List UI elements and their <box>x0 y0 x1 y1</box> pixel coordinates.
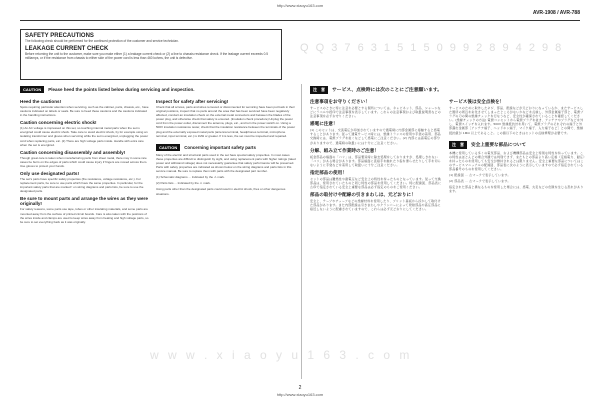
footer-url: http://www.xiaoyu163.com <box>276 392 324 397</box>
jp-section <box>310 121 442 144</box>
jp-caution2-badge: 注 意 <box>449 141 467 149</box>
jp-section <box>449 99 585 135</box>
en-section-title: Caution concerning disassembly and assembly! <box>20 149 126 155</box>
en-section-text: For safety reasons, some parts use tape, tubes or other insulating materials, and some parts are mounted away from the surface of printed circuit boards. Care is also taken with the positions of the wires inside and clamps are used to keep wires away from heating and high voltage parts, so be sure to set everything back as it was originally. <box>20 207 149 224</box>
jp-section-text: (1) このセットは、交流電圧が印加されていますので通電時に内部金属部に接触すると感電することがあります。従って通電サービス時には、絶縁トランスの使用や手袋の着用、部品交換時には、電源プラグを抜くなどして感電にご注意ください。(2) 内部には高電圧の部分がありますので、通電時の取扱いには十分にご注意ください。 <box>310 128 441 145</box>
jp-right-column <box>449 96 585 196</box>
jp-section <box>310 99 442 118</box>
safety-precautions-box <box>20 29 282 80</box>
en-caution-title: Please heed the points listed below during servicing and inspection. <box>48 87 195 92</box>
page-number: 2 <box>298 385 302 391</box>
jp-caution2-note: 指定された部品と異なるものを使用した場合には、感電、火災などの危険を生じる恐れがあります。 <box>449 185 584 194</box>
header-url: http://www.xiaoyu163.com <box>276 3 324 8</box>
leakage-title: LEAKAGE CURRENT CHECK <box>25 46 109 53</box>
jp-caution-badge: 注 意 <box>310 86 328 94</box>
header-rule <box>20 20 580 21</box>
jp-left-column <box>310 96 442 214</box>
column-divider <box>301 84 302 379</box>
model-number: AVR-1908 / AVR-788 <box>532 10 580 16</box>
jp-section-text: サービスのために取外したネジ、部品、配線などが元どおりになっているか、またサービスした箇所の周辺を劣化させてしまったところがないかなどを点検し、外部金属端子部と、電源プラグの刃の間の絶縁チェックを行なうなど、安全性が確保されていることを確認してください。(絶縁チェックの方法) 電源コンセントから電源プラグを抜き、アンテナやプラグなどを外し、電源スイッチを入れます。500V 絶縁抵抗計を用いて、電源プラグのそれぞれの端子と外部露出金属部［アンテナ端子、ヘッドホン端子、マイク端子、入力端子など］との間で、絶縁抵抗値が 1MΩ 以上であること。この値以下のときはセットの点検修理が必要です。 <box>449 106 584 135</box>
jp-section-text: 板金部品の端面の「バリ」は、部品製造時に除去処理をしておりますが、処理しきれない「バリ」がある場合があります。部品端面に直接手を触れたり指を滑らせたりして手を切らないように手袋などを着用して取扱いに十分ご注意ください。 <box>310 154 441 167</box>
jp-section-title: サービス後は安全点検を！ <box>449 99 505 104</box>
watermark-site: w w w . x i a o y u 1 6 3 . c o m <box>150 348 413 362</box>
jp-caution2-title: 安全上重要な部品について <box>471 141 527 147</box>
en-section-title: Only use designated parts! <box>20 171 79 177</box>
en-caution2-note: Using parts other than the designated parts could result in electric shock, fires or other dangerous situations. <box>156 187 286 196</box>
en-section <box>20 150 150 168</box>
safety-intro: The following check should be performed for the continued protection of the customer and service technician. <box>25 39 179 43</box>
jp-section <box>310 170 442 189</box>
en-section-text: (1) An AC voltage is impressed on this set, so touching internal metal parts when the set is energized could cause electric shock. Take care to avoid electric shock, by for example using an isolating transformer and gloves when servicing while the set is energized, unplugging the power cord when replacing parts, etc. (2) There are high voltage parts inside. Handle with extra care when the set is energized. <box>20 126 149 147</box>
jp-section-text: 安全上、テープやチューブなどの絶縁材料を使用したり、プリント基板から浮かして取付けた部品があります。また内部配線は引きまわしやクランパーによって発熱部品や高圧部品に接近しないように配慮されていますので、これらは必ず元どおりにしてください。 <box>310 199 441 212</box>
en-caution2-title: Concerning important safety parts <box>184 144 256 150</box>
jp-caution2-item1: (1) 配線図 … ⚠マークで表示しています。 <box>449 173 511 178</box>
jp-caution2-item2: (2) 部品表 … ⚠マークで表示しています。 <box>449 179 511 184</box>
en-section-text: Check that all screws, parts and wires removed or disconnected for servicing have been put back in their original positions, inspect that no parts around the area that has been serviced have been negatively affected, conduct an insulation check on the external metal connectors and between the blades of the power plug, and otherwise check that safety is ensured. (Insulation check procedure) Unplug the power cord from the power outlet, disconnect the antenna, plugs, etc., and turn the power switch on. Using a 500V insulation resistance tester, check that the insulation resistance between the terminals of the power plug and the externally exposed metal parts (antenna terminal, headphones terminal, microphone terminal, input terminal, etc.) is 1MΩ or greater. If it is less, the set must be inspected and repaired. <box>156 105 296 138</box>
jp-section <box>310 192 442 211</box>
en-section <box>20 99 150 117</box>
en-section-text: Spots requiring particular attention when servicing, such as the cabinet, parts, chassis, etc., have cautions indicated on labels or seals. Be sure to heed these cautions and the cautions indicated in the handling instructions. <box>20 105 149 118</box>
jp-caution-header <box>310 86 590 94</box>
en-section <box>20 171 150 193</box>
en-caution2-badge: CAUTION <box>156 144 180 151</box>
en-right-column <box>156 96 296 198</box>
en-section-title: Heed the cautions! <box>20 99 62 104</box>
watermark-phone: Q Q 3 7 6 3 1 5 1 5 0 9 9 2 8 9 4 2 9 8 <box>300 42 564 54</box>
jp-section-text: サービスのときに特に注意を必要とする個所については、キャビネット、部品、シャーシなどにラベルや捺印で注意事項を表示しています。これらの注意事項および取扱説明書などの注意事項を必ずお守りください。 <box>310 106 441 119</box>
en-section-title: Be sure to mount parts and arrange the wires as they were originally! <box>20 196 148 207</box>
en-section <box>20 120 150 146</box>
en-caution-header <box>20 86 300 93</box>
jp-caution2-header <box>449 141 585 149</box>
jp-section-text: セットの部品は難燃性や耐電圧など安全上の特性を持ったものとなっています。従って交換部品は、使用されていたものと同じ特性の部品を使用してください。特に配線図、部品表に⚠印で指定されている安全上重要な部品は必ず指定のものをご使用ください。 <box>310 176 442 190</box>
jp-section-title: 分解、組み立て作業時のご注意！ <box>310 147 379 153</box>
jp-section-title: 部品の取付けや配線の引きまわしは、元どおりに！ <box>310 192 416 198</box>
en-caution-badge: CAUTION <box>20 86 44 93</box>
en-section <box>20 196 150 223</box>
en-section-title: Inspect for safety after servicing! <box>156 99 229 104</box>
en-section-text: The set's parts have specific safety properties (fire resistance, voltage resistance, etc.). For replacement parts, be sure to use parts which have the same properties. In particular, for the important safety parts that are marked ! on wiring diagrams and parts lists, be sure to use the designated parts. <box>20 177 144 194</box>
jp-caution2-text: 本機に使用している多くの電気部品、および機構部品は安全上特別な特性を持っています。この特性はほとんどの場合外観では判別できず、またもとの部品より高い定格（定格電力、耐圧）を持ったものを使用しても安全が維持されるとは限りません。安全上重要な部品についてはこのサービスマニュアルの配線図、部品表に次のように表示していますので必ず指定されている部品番号のものを使用してください。 <box>449 150 585 172</box>
jp-section-title: 感電に注意！ <box>310 121 338 127</box>
en-section-text: Though great care is taken when manufacturing parts from sheet metal, there may in some rare cases be burrs on the edges of parts which could cause injury if fingers are moved across them. Use gloves to protect your hands. <box>20 155 148 168</box>
en-caution2-text: Many of the electric and structural parts used in the set have special safety properties. In most cases these properties are difficult to distinguish by sight, and using replacement parts with higher ratings (rated power and withstand voltage) does not necessarily guarantee that safety performance will be preserved. Parts with safety properties are indicated as shown below on the wiring diagrams and parts lists in this service manual. Be sure to replace them with parts with the designated part number. <box>156 152 296 174</box>
en-section <box>156 99 296 138</box>
en-caution2-item1: (1) Schematic diagrams ... Indicated by the ⚠ mark. <box>156 175 225 180</box>
en-section-title: Caution concerning electric shock! <box>20 120 97 126</box>
leakage-text: Before returning the unit to the customer, make sure you make either (1) a leakage current check or (2) a line to chassis resistance check. If the leakage current exceeds 0.5 milliamps, or if the resistance from chassis to either side of the power cord is less than 460 kohms, the unit is defective. <box>25 52 269 61</box>
jp-section <box>310 148 442 167</box>
en-left-column <box>20 96 150 226</box>
jp-caution-title: サービス、点検時には次のことにご注意願います。 <box>332 88 443 93</box>
safety-title: SAFETY PRECAUTIONS <box>25 33 94 39</box>
jp-section-title: 指定部品の使用！ <box>310 169 347 175</box>
en-caution2-header <box>156 144 296 151</box>
en-caution2-item2: (2) Parts lists ... Indicated by the ⚠ mark. <box>156 181 211 186</box>
jp-section-title: 注意事項をお守りください！ <box>310 99 370 104</box>
